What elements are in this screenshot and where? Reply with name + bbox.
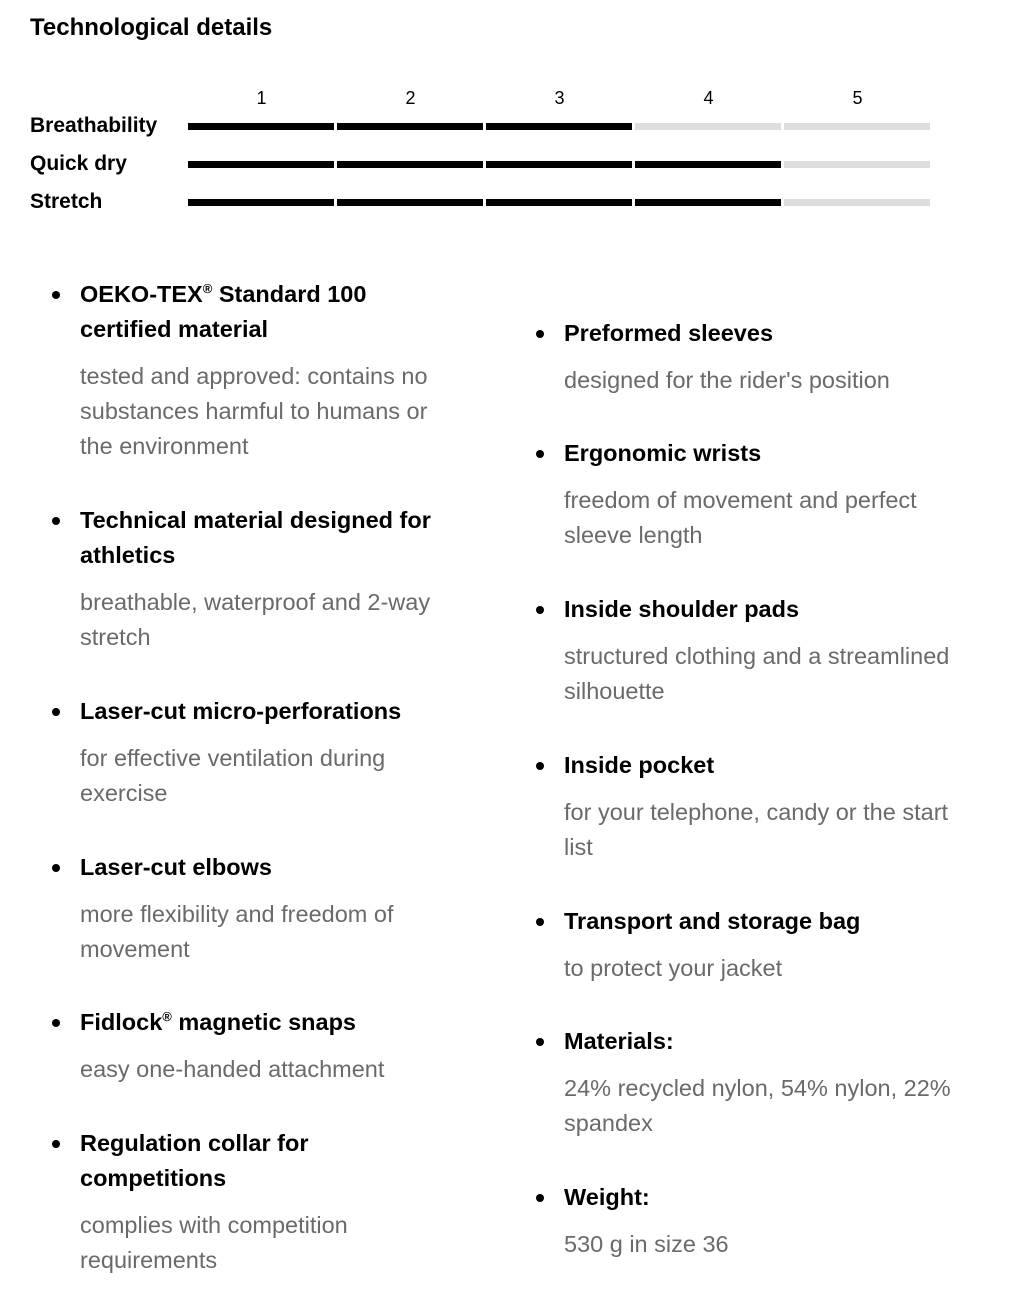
feature-description: 530 g in size 36	[564, 1231, 729, 1257]
feature-title-text: Inside pocket	[564, 752, 715, 778]
feature-title	[50, 1126, 450, 1196]
feature-title	[50, 694, 450, 729]
rating-label: Breathability	[30, 114, 158, 137]
rating-segment-filled	[635, 199, 781, 206]
feature-title	[534, 316, 954, 351]
rating-segment-empty	[784, 199, 930, 206]
rating-segment-filled	[337, 199, 483, 206]
feature-title	[534, 904, 954, 939]
bullet-icon	[536, 1194, 544, 1202]
feature-item	[50, 277, 450, 464]
feature-title-text: Ergonomic wrists	[564, 440, 762, 466]
rating-row-breathability	[30, 111, 940, 141]
bullet-icon	[52, 708, 60, 716]
rating-segment-filled	[337, 123, 483, 130]
feature-title-text: Standard 100 certified material	[80, 281, 367, 342]
feature-item	[534, 1180, 954, 1262]
feature-title-text: Laser-cut micro-perforations	[80, 698, 402, 724]
feature-description: tested and approved: contains no substances harmful to humans or the environment	[80, 363, 428, 459]
rating-row-stretch	[30, 187, 940, 217]
feature-title	[534, 748, 954, 783]
scale-number: 2	[405, 88, 416, 108]
feature-title	[534, 592, 954, 627]
feature-item	[50, 694, 450, 811]
feature-item	[50, 503, 450, 655]
feature-title-text: Preformed sleeves	[564, 320, 774, 346]
feature-title-text: Fidlock	[80, 1009, 163, 1035]
scale-number: 4	[703, 88, 714, 108]
feature-title	[534, 1180, 954, 1215]
bullet-icon	[536, 450, 544, 458]
scale-number: 5	[852, 88, 863, 108]
rating-segment-empty	[784, 123, 930, 130]
rating-segment-filled	[486, 199, 632, 206]
feature-title-text: magnetic snaps	[171, 1009, 357, 1035]
feature-description: for effective ventilation during exercise	[80, 745, 386, 806]
rating-label: Stretch	[30, 190, 103, 213]
feature-title-text: Materials:	[564, 1028, 674, 1054]
registered-mark: ®	[202, 281, 213, 296]
feature-description: more flexibility and freedom of movement	[80, 901, 394, 962]
rating-segment-filled	[188, 161, 334, 168]
bullet-icon	[536, 330, 544, 338]
feature-description: breathable, waterproof and 2-way stretch	[80, 589, 431, 650]
feature-description: designed for the rider's position	[564, 367, 890, 393]
feature-item	[50, 1126, 450, 1278]
feature-description: 24% recycled nylon, 54% nylon, 22% spandex	[564, 1075, 951, 1136]
feature-title-text: OEKO-TEX	[80, 281, 203, 307]
feature-title	[50, 277, 450, 347]
feature-description: to protect your jacket	[564, 955, 783, 981]
feature-item	[534, 316, 954, 398]
feature-title	[534, 436, 954, 471]
page-title: Technological details	[30, 14, 273, 41]
rating-segment-empty	[784, 161, 930, 168]
feature-title-text: Weight:	[564, 1184, 650, 1210]
feature-title-text: Laser-cut elbows	[80, 854, 272, 880]
rating-bar	[188, 123, 934, 130]
feature-title-text: Regulation collar for competitions	[80, 1130, 309, 1191]
feature-description: easy one-handed attachment	[80, 1056, 385, 1082]
feature-item	[534, 904, 954, 986]
feature-description: freedom of movement and perfect sleeve length	[564, 487, 917, 548]
feature-title-text: Inside shoulder pads	[564, 596, 800, 622]
feature-title	[50, 503, 450, 573]
scale-number: 3	[554, 88, 565, 108]
bullet-icon	[52, 291, 60, 299]
rating-segment-filled	[188, 123, 334, 130]
feature-item	[50, 1005, 450, 1087]
feature-title	[534, 1024, 954, 1059]
registered-mark: ®	[162, 1009, 172, 1024]
bullet-icon	[536, 606, 544, 614]
feature-item	[534, 1024, 954, 1141]
feature-item	[534, 748, 954, 865]
rating-row-quick-dry	[30, 149, 940, 179]
bullet-icon	[536, 1038, 544, 1046]
rating-label: Quick dry	[30, 152, 127, 175]
feature-title	[50, 1005, 450, 1040]
feature-item	[534, 436, 954, 553]
bullet-icon	[536, 918, 544, 926]
feature-title-text: Technical material designed for athletics	[80, 507, 431, 568]
bullet-icon	[536, 762, 544, 770]
feature-description: structured clothing and a streamlined silhouette	[564, 643, 950, 704]
rating-segment-filled	[188, 199, 334, 206]
rating-scale	[188, 88, 934, 112]
feature-item	[534, 592, 954, 709]
feature-item	[50, 850, 450, 967]
bullet-icon	[52, 517, 60, 525]
bullet-icon	[52, 1019, 60, 1027]
feature-title-text: Transport and storage bag	[564, 908, 861, 934]
rating-segment-filled	[486, 161, 632, 168]
rating-segment-empty	[635, 123, 781, 130]
bullet-icon	[52, 864, 60, 872]
scale-number: 1	[256, 88, 267, 108]
rating-segment-filled	[635, 161, 781, 168]
feature-description: for your telephone, candy or the start list	[564, 799, 949, 860]
rating-segment-filled	[337, 161, 483, 168]
rating-segment-filled	[486, 123, 632, 130]
feature-title	[50, 850, 450, 885]
feature-description: complies with competition requirements	[80, 1212, 348, 1273]
rating-bar	[188, 161, 934, 168]
rating-bar	[188, 199, 934, 206]
bullet-icon	[52, 1140, 60, 1148]
